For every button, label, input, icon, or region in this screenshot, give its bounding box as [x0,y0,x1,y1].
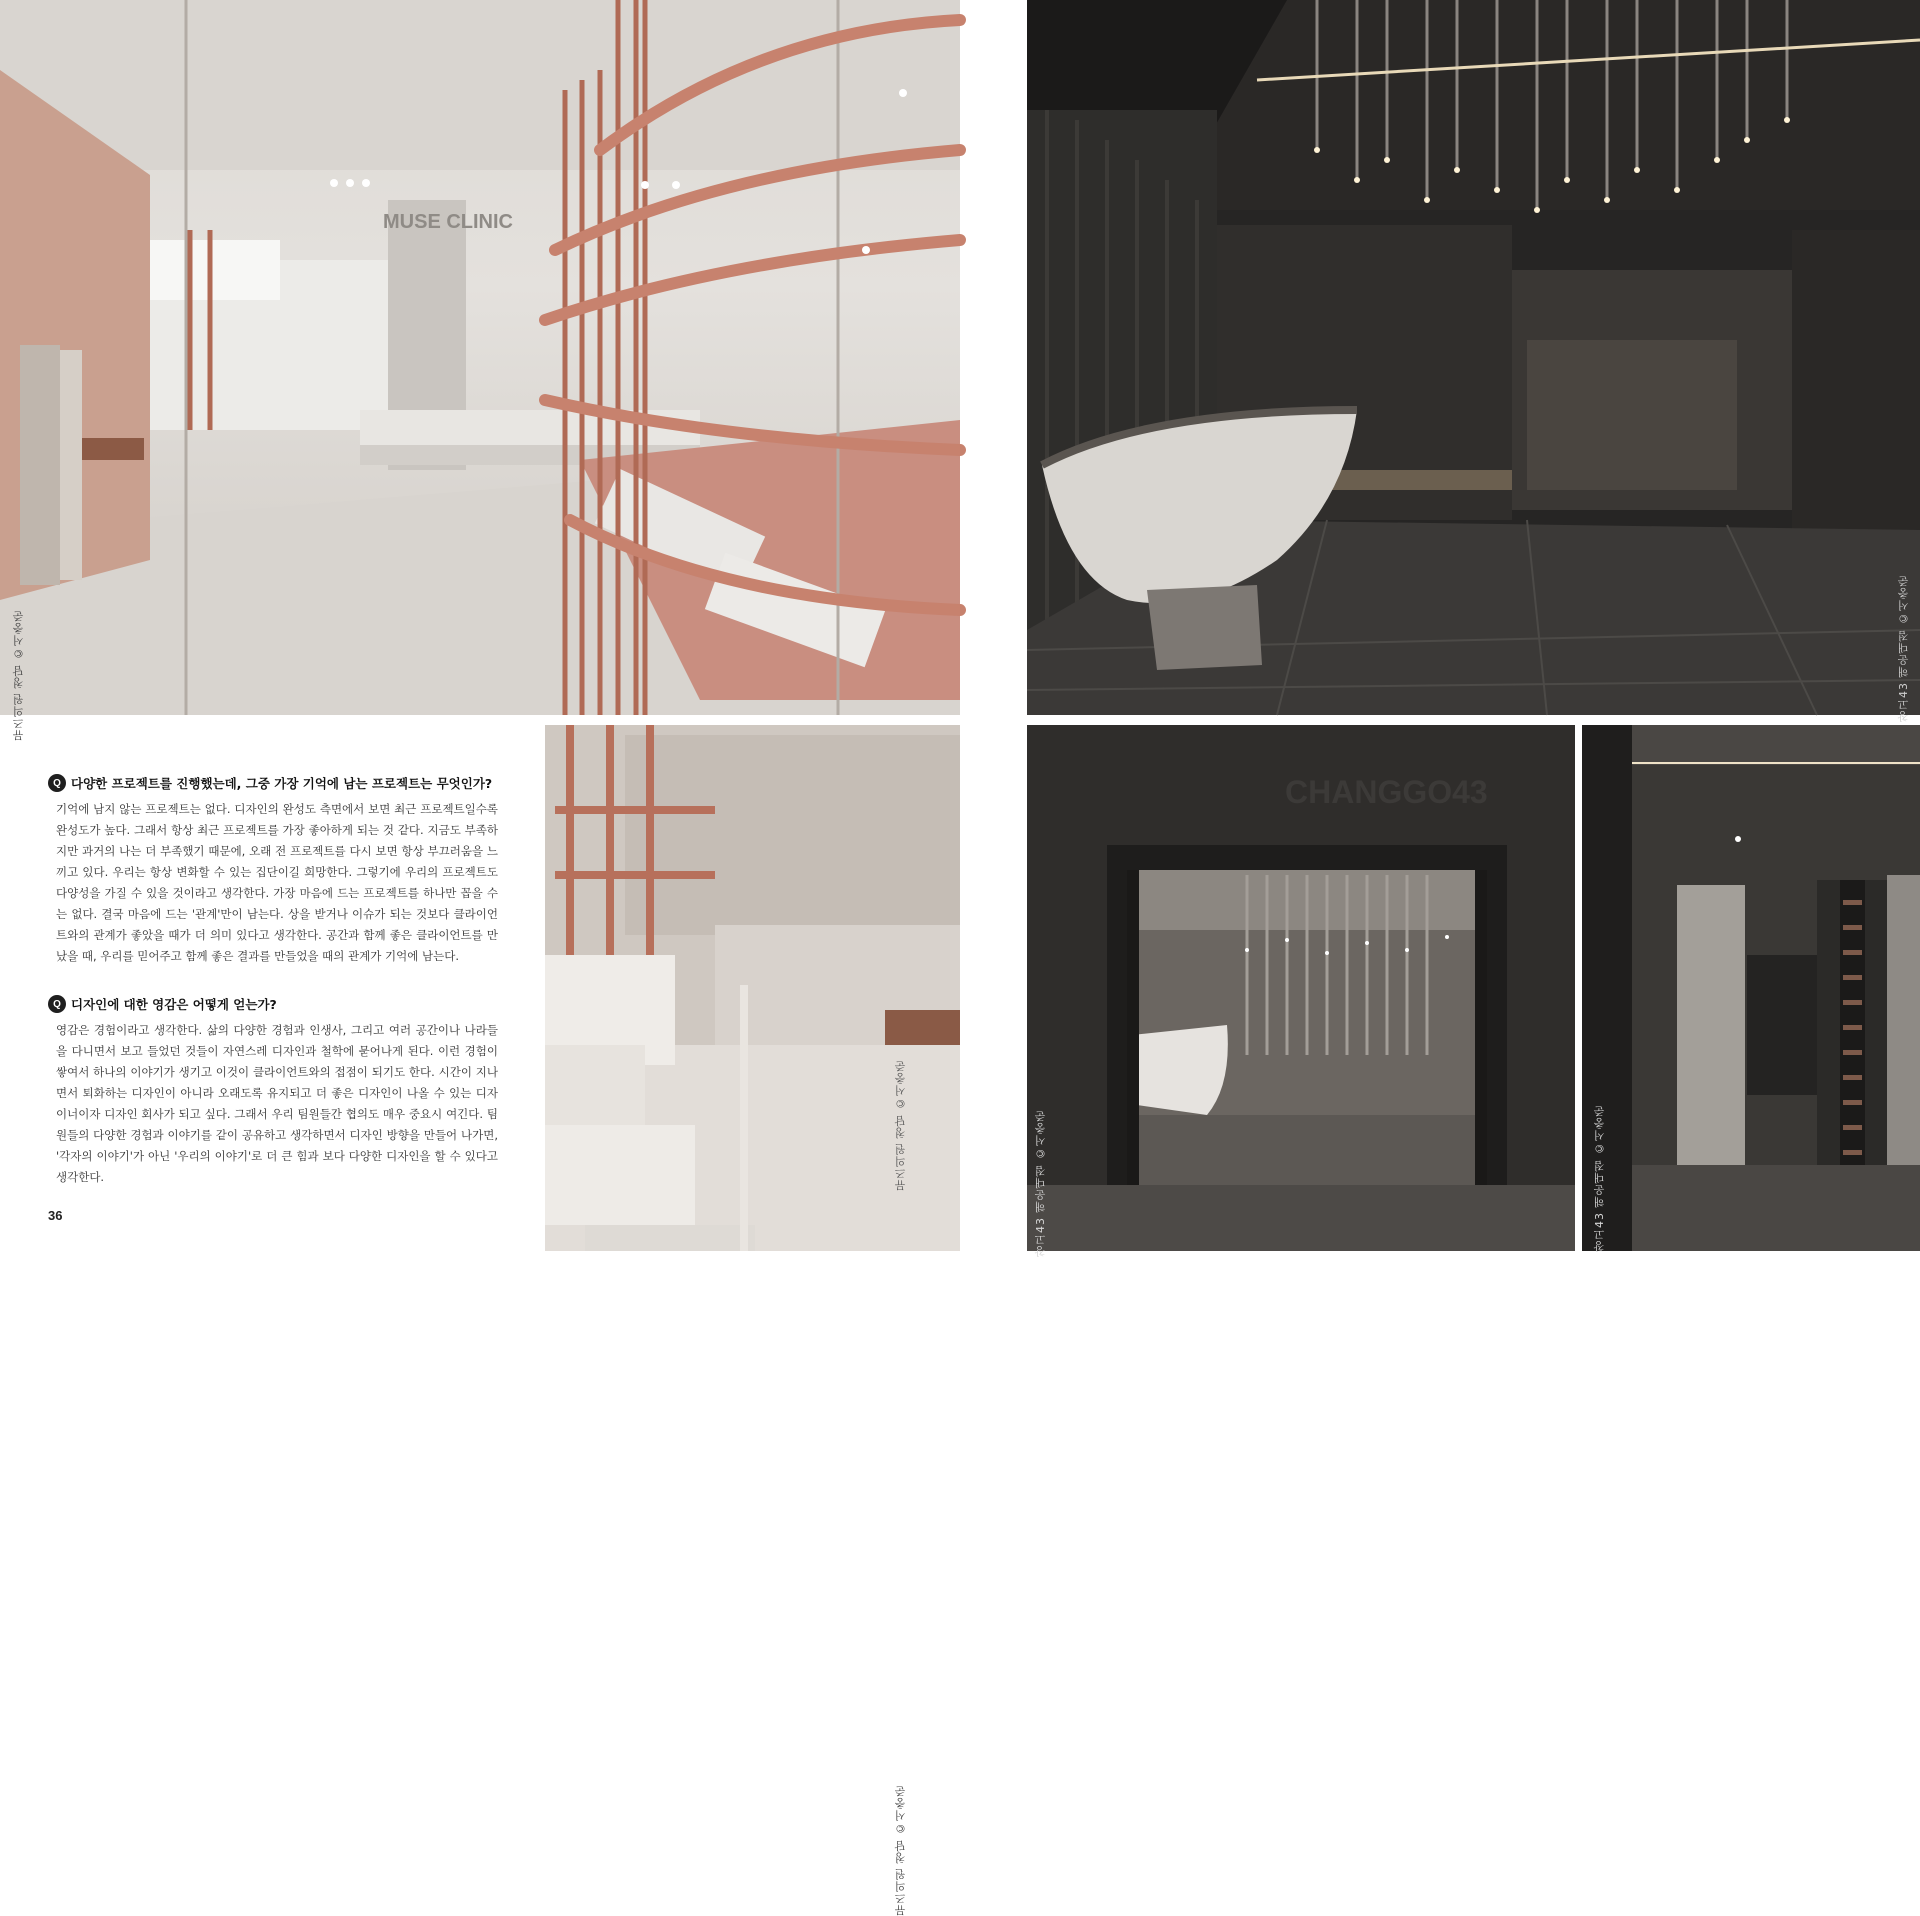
question-text: 디자인에 대한 영감은 어떻게 얻는가? [71,997,277,1012]
question-icon: Q [48,774,66,792]
changgo-sign-text: CHANGGO43 [1285,774,1488,810]
changgo-corridor-illustration [1582,725,1920,1251]
photo-credit: 창고43 해운대점 ©서충준 [1897,575,1910,722]
changgo-interior-illustration [1027,0,1920,715]
page-number: 36 [48,1208,63,1223]
muse-clinic-column-text: MUSE CLINIC [383,211,513,233]
changgo-entrance-photo [1027,725,1575,1257]
muse-clinic-interior-photo [0,0,960,741]
answer-text: 영감은 경험이라고 생각한다. 삶의 다양한 경험과 인생사, 그리고 여러 공간이나 나라들을 다니면서 보고 들었던 것들이 자연스레 디자인과 철학에 묻어나게 된다. 이런 경험이 쌓여서 하나의 이야기가 생기고 이것이 클라이언트와의 접점이 되기도 한다. 시간이 지나면서 퇴화하는 디자인이 아니라 오래도록 유지되고 더 좋은 디자인이 나올 수 있는 디자이너이자 디자인 회사가 되고 싶다. 그래서 우리 팀원들간 협의도 매우 중요시 여긴다. 팀원들의 다양한 경험과 이야기를 같이 공유하고 생각하면서 디자인 방향을 만들어 나가면, '각자의 이야기'가 아닌 '우리의 이야기'로 더 큰 힘과 보다 다양한 디자인을 할 수 있다고 생각한다. [56,1023,498,1184]
photo-credit: 창고43 해운대점 ©서충준 [1593,1105,1606,1252]
photo-credit-muse-detail: 뮤즈의원 청담 ©서충준 [894,1060,907,1191]
changgo-interior-photo [1027,0,1920,722]
question-text: 다양한 프로젝트를 진행했는데, 그중 가장 기억에 남는 프로젝트는 무엇인가? [71,776,493,791]
answer-text: 기억에 남지 않는 프로젝트는 없다. 디자인의 완성도 측면에서 보면 최근 프로젝트일수록 완성도가 높다. 그래서 항상 최근 프로젝트를 가장 좋아하게 되는 것 같다. 지금도 부족하지만 과거의 나는 더 부족했기 때문에, 오래 전 프로젝트를 다시 보면 항상 부끄러움을 느끼고 있다. 우리는 항상 변화할 수 있는 집단이길 희망한다. 그렇기에 우리의 프로젝트도 다양성을 가질 수 있을 것이라고 생각한다. 가장 마음에 드는 프로젝트를 하나만 꼽을 수는 없다. 결국 마음에 드는 '관계'만이 남는다. 상을 받거나 이슈가 되는 것보다 클라이언트와의 관계가 좋았을 때가 더 의미 있다고 생각한다. 공간과 함께 좋은 클라이언트를 만났을 때, 우리를 믿어주고 함께 좋은 결과를 만들었을 때의 관계가 기억에 남는다. [56,802,498,963]
qa-block [48,774,498,967]
changgo-corridor-photo [1582,725,1920,1251]
photo-credit: 뮤즈의원 청담 ©서충준 [894,1785,907,1916]
question-row [48,995,498,1013]
photo-credit: 뮤즈의원 청담 ©서충준 [12,610,25,741]
photo-credit: 창고43 해운대점 ©서충준 [1034,1110,1047,1257]
interview-article [48,774,498,1216]
qa-block [48,995,498,1188]
question-icon: Q [48,995,66,1013]
muse-clinic-interior-illustration [0,0,960,715]
question-row [48,774,498,792]
